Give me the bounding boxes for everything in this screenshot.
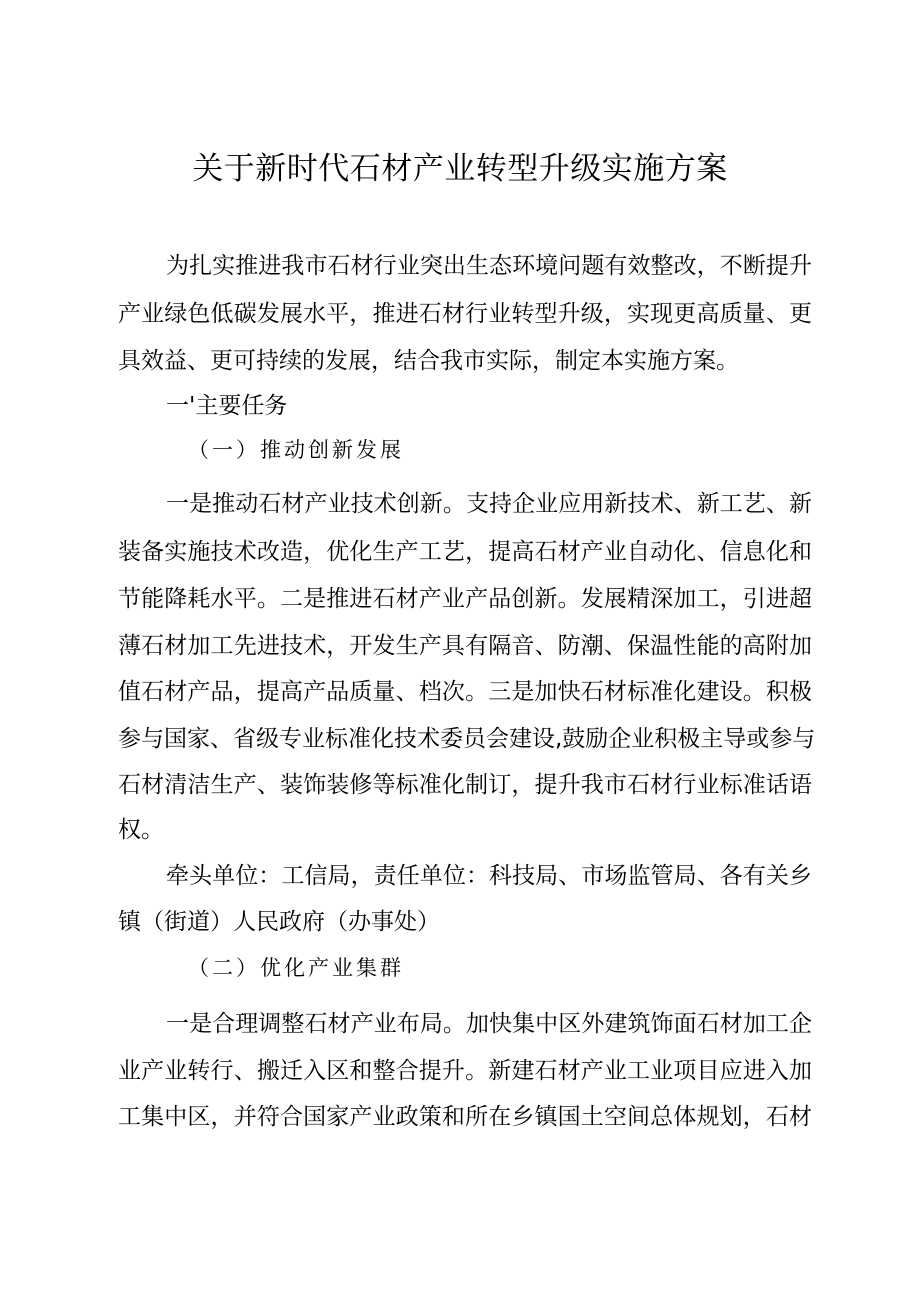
responsible-units-line-2: 镇（街道）人民政府（办事处） — [118, 909, 440, 935]
innovation-line-8: 权。 — [118, 817, 164, 843]
innovation-line-6: 参与国家、省级专业标准化技术委员会建设,鼓励企业积极主导或参与 — [118, 726, 816, 752]
subsection-heading-industry-cluster: （二）优化产业集群 — [188, 956, 404, 980]
innovation-line-3: 节能降耗水平。二是推进石材产业产品创新。发展精深加工，引进超 — [118, 586, 812, 612]
intro-line-1: 为扎实推进我市石材行业突出生态环境问题有效整改，不断提升 — [166, 253, 812, 279]
section-heading-main-tasks: 一'主要任务 — [166, 393, 288, 419]
document-title: 关于新时代石材产业转型升级实施方案 — [192, 151, 728, 187]
responsible-units-line-1: 牵头单位：工信局，责任单位：科技局、市场监管局、各有关乡 — [166, 863, 812, 889]
subsection-heading-innovation: （一）推动创新发展 — [188, 438, 404, 462]
cluster-line-3: 工集中区，并符合国家产业政策和所在乡镇国土空间总体规划，石材 — [118, 1104, 812, 1130]
innovation-line-4: 薄石材加工先进技术，开发生产具有隔音、防潮、保温性能的高附加 — [118, 633, 812, 659]
innovation-line-7: 石材清洁生产、装饰装修等标准化制订，提升我市石材行业标准话语 — [118, 772, 812, 798]
intro-line-3: 具效益、更可持续的发展，结合我市实际，制定本实施方案。 — [118, 348, 739, 374]
intro-line-2: 产业绿色低碳发展水平，推进石材行业转型升级，实现更高质量、更 — [118, 301, 812, 327]
innovation-line-1: 一是推动石材产业技术创新。支持企业应用新技术、新工艺、新 — [166, 491, 812, 517]
innovation-line-2: 装备实施技术改造，优化生产工艺，提高石材产业自动化、信息化和 — [118, 539, 812, 565]
innovation-line-5: 值石材产品，提高产品质量、档次。三是加快石材标准化建设。积极 — [118, 679, 812, 705]
cluster-line-2: 业产业转行、搬迁入区和整合提升。新建石材产业工业项目应进入加 — [118, 1058, 812, 1084]
cluster-line-1: 一是合理调整石材产业布局。加快集中区外建筑饰面石材加工企 — [166, 1011, 812, 1037]
